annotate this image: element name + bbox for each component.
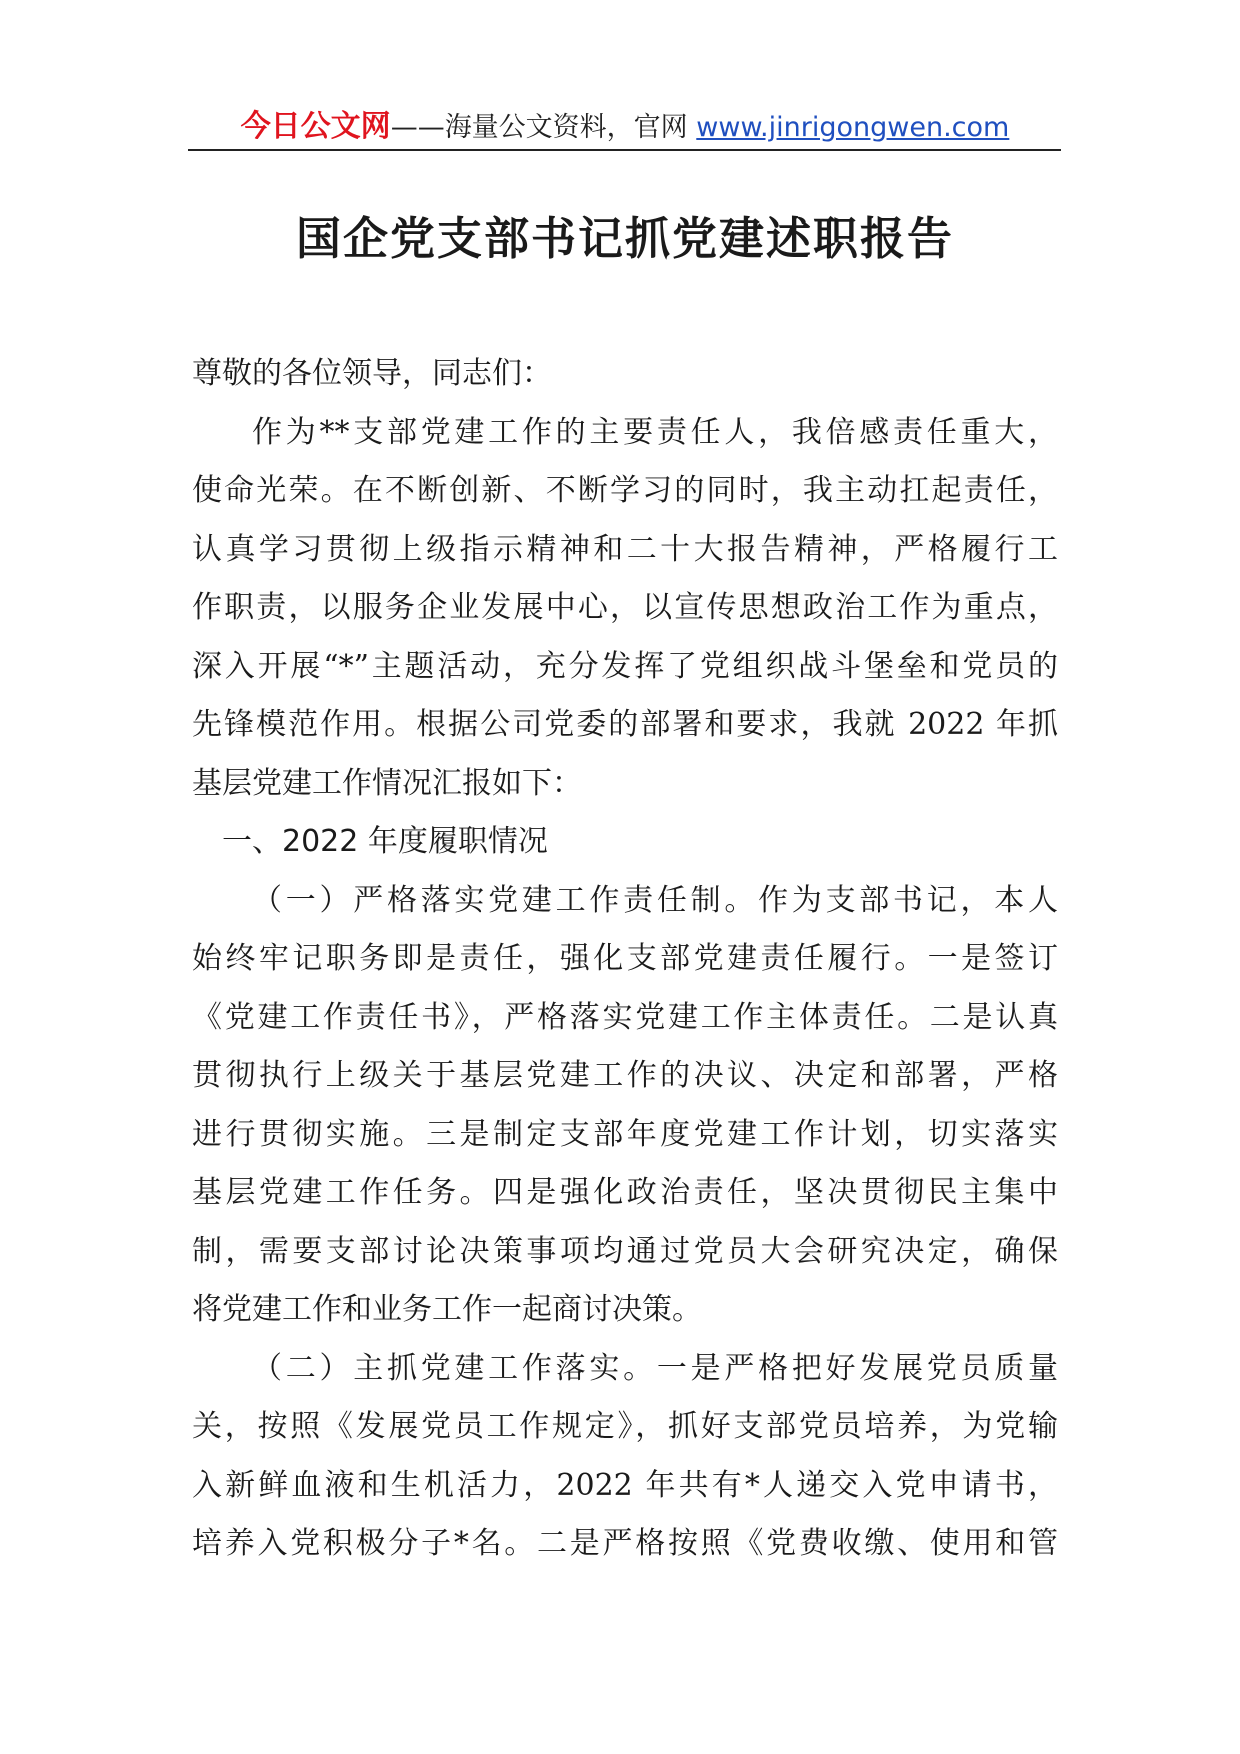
- text-line: 将党建工作和业务工作一起商讨决策。: [192, 1292, 702, 1327]
- text-line: 深入开展“*”主题活动，充分发挥了党组织战斗堡垒和党员的: [192, 648, 1058, 684]
- text-line: 入新鲜血液和生机活力，2022 年共有*人递交入党申请书，: [192, 1467, 1058, 1503]
- paragraph-section-2: [192, 1340, 1058, 1574]
- document-title: 国企党支部书记抓党建述职报告: [295, 212, 954, 265]
- site-url-link[interactable]: www.jinrigongwen.com: [696, 112, 1010, 143]
- text-line: 培养入党积极分子*名。二是严格按照《党费收缴、使用和管: [192, 1526, 1058, 1561]
- text-line: 关，按照《发展党员工作规定》，抓好支部党员培养，为党输: [192, 1409, 1058, 1444]
- paragraph-intro: [192, 404, 1058, 814]
- site-tagline: ——海量公文资料，官网: [390, 112, 697, 143]
- document-body: [192, 345, 1058, 1574]
- header-divider: [188, 149, 1061, 151]
- text-line: （一）严格落实党建工作责任制。作为支部书记，本人: [252, 882, 1058, 918]
- text-line: 贯彻执行上级关于基层党建工作的决议、决定和部署，严格: [192, 1058, 1058, 1093]
- text-line: 进行贯彻实施。三是制定支部年度党建工作计划，切实落实: [192, 1116, 1058, 1152]
- site-header: [190, 104, 1060, 150]
- text-line: 作职责，以服务企业发展中心，以宣传思想政治工作为重点，: [192, 590, 1058, 625]
- text-line: 始终牢记职务即是责任，强化支部党建责任履行。一是签订: [192, 941, 1058, 976]
- text-line: 先锋模范作用。根据公司党委的部署和要求，我就 2022 年抓: [192, 707, 1058, 742]
- site-brand: 今日公文网: [240, 109, 391, 144]
- text-line: 制，需要支部讨论决策事项均通过党员大会研究决定，确保: [192, 1233, 1058, 1269]
- text-line: 作为**支部党建工作的主要责任人，我倍感责任重大，: [252, 414, 1058, 450]
- text-line: 《党建工作责任书》，严格落实党建工作主体责任。二是认真: [192, 999, 1058, 1035]
- paragraph-section-1: [192, 872, 1058, 1340]
- salutation: 尊敬的各位领导，同志们：: [192, 356, 552, 391]
- text-line: 基层党建工作任务。四是强化政治责任，坚决贯彻民主集中: [192, 1175, 1058, 1210]
- section-heading: 一、2022 年度履职情况: [222, 824, 548, 859]
- text-line: 基层党建工作情况汇报如下：: [192, 765, 582, 801]
- text-line: 使命光荣。在不断创新、不断学习的同时，我主动扛起责任，: [192, 473, 1058, 508]
- text-line: （二）主抓党建工作落实。一是严格把好发展党员质量: [252, 1350, 1058, 1386]
- text-line: 认真学习贯彻上级指示精神和二十大报告精神，严格履行工: [192, 531, 1058, 567]
